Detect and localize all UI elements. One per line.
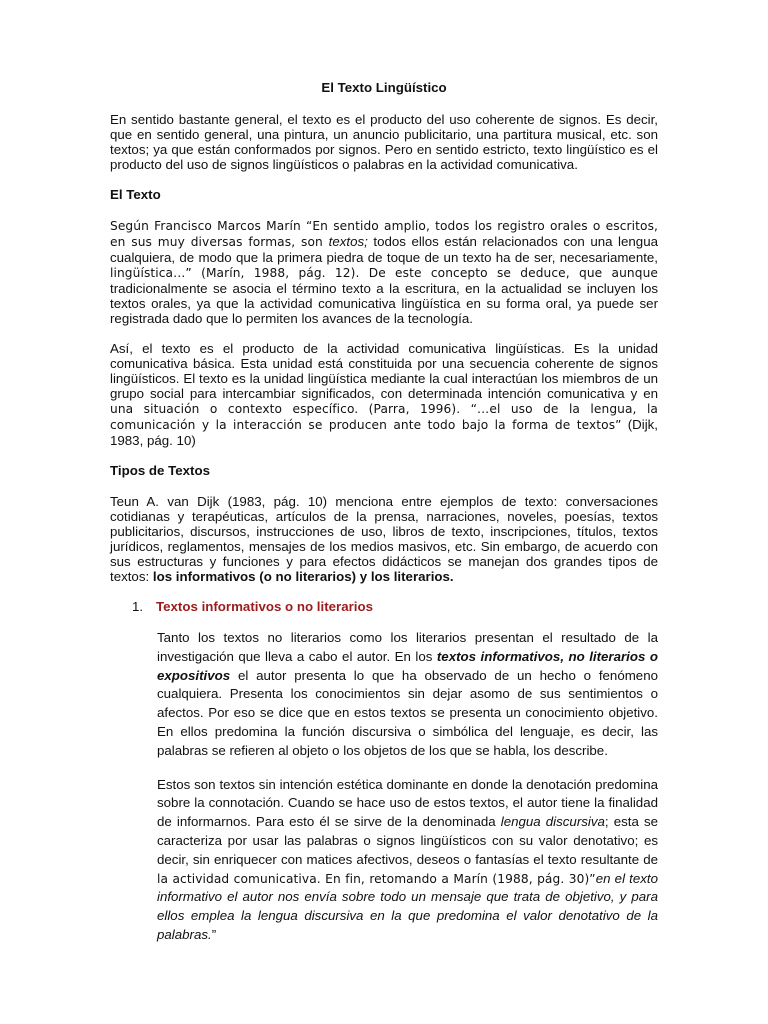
text-run: tradicionalmente se asocia el término texto a la escritura, en la actualidad se incluyen los textos orales, ya que la actividad comunicativa lingüística en su forma oral, ya puede ser registrada dado que lo permiten los avances de la tecnología. (110, 281, 658, 326)
text-run-italic: lengua discursiva (500, 814, 605, 830)
text-run-italic: textos; (328, 234, 368, 249)
text-run: Estos son textos sin intención estética dominante en donde la denotación predomina sobre la connotación. Cuando se hace uso de estos textos, el autor tiene la finalidad de informarnos. Para esto él se sirve de la denominada (157, 776, 658, 830)
tipos-paragraph-1 (110, 494, 658, 584)
text-run: todos ellos están relacionados con una lengua cualquiera, de modo que la primera piedra de toque de un texto ha de ser, necesariamente, (110, 234, 658, 265)
text-run: (Dijk, 1983, pág. 10) (110, 417, 658, 448)
text-run: lingüística…” (Marín, 1988, pág. 12). De este concepto se deduce, que aunque (110, 266, 658, 280)
text-run-bold: los informativos (o no literarios) y los literarios. (152, 569, 454, 584)
list-item (110, 599, 658, 615)
list-item-title: Textos informativos o no literarios (156, 599, 373, 614)
section-heading-el-texto: El Texto (110, 187, 161, 202)
text-run: ” (211, 926, 217, 942)
text-run: Teun A. van Dijk (1983, pág. 10) menciona entre ejemplos de texto: conversaciones cotidianas y terapéuticas, artículos de la prensa, narraciones, noveles, poesías, textos publicitarios, discursos, instrucciones de uso, libros de texto, inscripciones, títulos, textos jurídicos, reglamentos, mensajes de los medios masivos, etc. Sin embargo, de acuerdo con sus estructuras y funciones y para efectos didácticos se manejan dos grandes tipos de textos: (110, 494, 658, 584)
list-number: 1. (132, 599, 144, 614)
text-run: una situación o contexto específico. (Parra, 1996). “…el uso de la lengua, la comunicación y la interacción se producen ante todo bajo la forma de textos” (110, 402, 658, 432)
el-texto-paragraph-1 (110, 218, 658, 326)
informativos-paragraph-2 (157, 776, 658, 945)
intro-paragraph: En sentido bastante general, el texto es el producto del uso coherente de signos. Es decir, que en sentido general, una pintura, un anuncio publicitario, una partitura musical, etc. son textos; ya que están conformados por signos. Pero en sentido estricto, texto lingüístico es el producto del uso de signos lingüísticos o palabras en la actividad comunicativa. (110, 112, 658, 172)
text-run: Así, el texto es el producto de la actividad comunicativa lingüísticas. Es la unidad comunicativa básica. Esta unidad está constituida por una secuencia coherente de signos lingüísticos. El texto es la unidad lingüística mediante la cual interactúan los miembros de un grupo social para intercambiar significados, con determinada intención comunicativa y en (110, 341, 658, 401)
text-run: ; esta se caracteriza por usar las palabras o signos lingüísticos con su valor denotativo; es decir, sin enriquecer con matices afectivos, deseos o fantasías el texto resultante de (157, 814, 658, 867)
text-run: Tanto los textos no literarios como los literarios presentan el resultado de la investigación que lleva a cabo el autor. En los (157, 630, 658, 664)
el-texto-paragraph-2 (110, 341, 658, 448)
page-title: El Texto Lingüístico (321, 80, 447, 95)
text-run: la actividad comunicativa. En fin, retomando a Marín (1988, pág. 30)” (157, 871, 596, 886)
text-run: Según Francisco Marcos Marín “En sentido amplio, todos los registro orales o escritos, en sus muy diversas formas, son (110, 219, 658, 249)
text-run-bold-italic: textos informativos, no literarios o expositivos (157, 648, 658, 683)
text-run: el autor presenta lo que ha observado de un hecho o fenómeno cualquiera. Presenta los conocimientos sin dejar asomo de sus sentimientos o afectos. Por eso se dice que en estos textos se presenta un conocimiento objetivo. En ellos predomina la función discursiva o simbólica del lenguaje, es decir, las palabras se refieren al objeto o los objetos de los que se habla, los describe. (157, 667, 658, 758)
text-run-italic: en el texto informativo el autor nos envía sobre todo un mensaje que trata de objetivo, y para ellos emplea la lengua discursiva en la que predomina el valor denotativo de la palabras. (157, 870, 659, 942)
informativos-paragraph-1 (157, 629, 658, 761)
section-heading-tipos-de-textos: Tipos de Textos (110, 463, 210, 478)
numbered-list (110, 599, 658, 615)
